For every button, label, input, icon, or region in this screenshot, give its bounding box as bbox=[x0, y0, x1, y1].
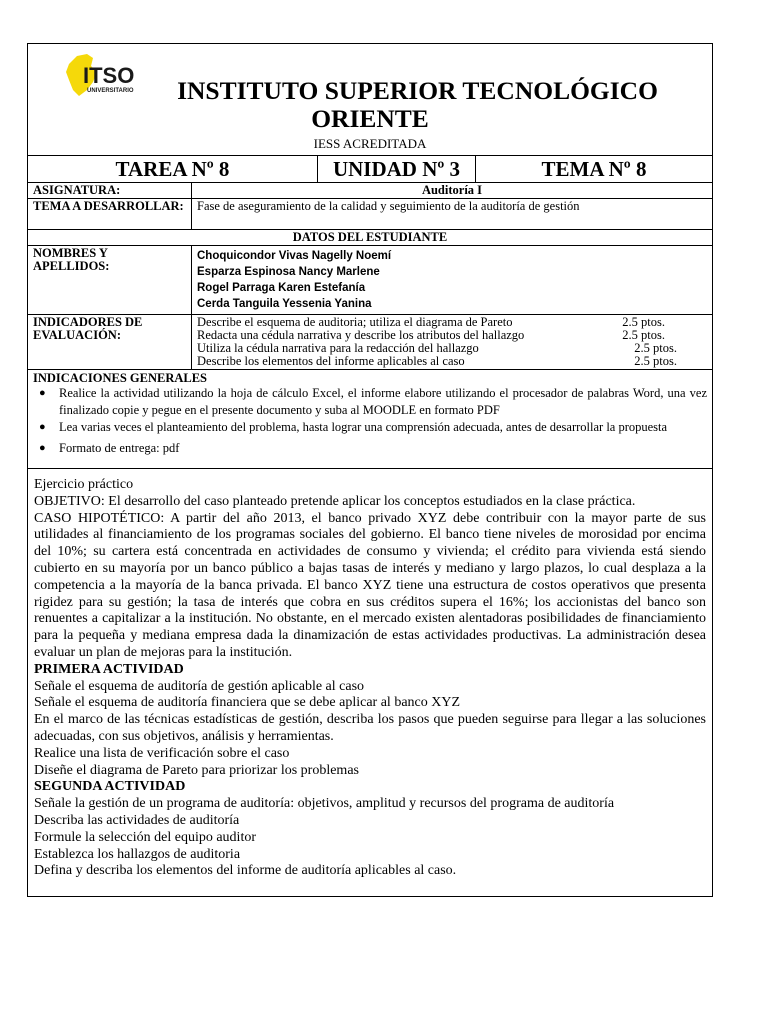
unidad-title: UNIDAD Nº 3 bbox=[317, 156, 475, 182]
activity-item: Diseñe el diagrama de Pareto para priorizar los problemas bbox=[34, 762, 359, 778]
list-item: ● Formato de entrega: pdf bbox=[59, 440, 707, 457]
activity-item: Señale la gestión de un programa de auditoría: objetivos, amplitud y recursos del programa de auditoría bbox=[34, 796, 615, 812]
student-name: Esparza Espinosa Nancy Marlene bbox=[197, 266, 380, 278]
segunda-actividad-title: SEGUNDA ACTIVIDAD bbox=[34, 779, 186, 795]
tarea-title: TAREA Nº 8 bbox=[115, 157, 230, 181]
list-item: ● Lea varias veces el planteamiento del problema, hasta lograr una comprensión adecuada, antes de desarrollar la propuesta bbox=[59, 419, 707, 436]
objetivo-text: OBJETIVO: El desarrollo del caso planteado pretende aplicar los conceptos estudiados en la clase práctica. bbox=[34, 493, 636, 509]
asignatura-label: ASIGNATURA: bbox=[33, 183, 121, 197]
caso-text: CASO HIPOTÉTICO: A partir del año 2013, el banco privado XYZ debe contribuir con la mayor parte de sus utilidades al financiamiento de los programas sociales del gobierno. El banco tiene niveles de morosidad por encima del 10%; su cartera está concentrada en actividades de consumo y vivienda; el crédito para vivienda está siendo cubierto en su mayoría por un banco público a bajas tasas de interés y mediano y largo plazos, lo cual desplaza a la competencia a la mayoría de la banca privada. El banco XYZ tiene una estructura de costos operativos que presenta rigidez para su gestión; la tasa de interés que cobra en sus créditos supera el 16%; los accionistas del banco son renuentes a capitalizar a la institución. No obstante, en el mercado existen alentadoras posibilidades de financiamiento para la pequeña y mediana empresa dada la dinamización de estas actividades productivas. La administración desea evaluar un plan de mejoras para la institución. bbox=[34, 510, 706, 660]
document-frame bbox=[27, 43, 713, 897]
indicadores-row bbox=[28, 315, 712, 370]
asignatura-value: Auditoría I bbox=[191, 183, 712, 198]
tema-desarrollar-value: Fase de aseguramiento de la calidad y seguimiento de la auditoría de gestión bbox=[191, 199, 712, 229]
assignment-title-row bbox=[28, 156, 712, 183]
activity-item: Señale el esquema de auditoría financiera que se debe aplicar al banco XYZ bbox=[34, 695, 461, 711]
student-list bbox=[191, 246, 712, 314]
tema-desarrollar-label: TEMA A DESARROLLAR: bbox=[33, 199, 184, 213]
institution-title bbox=[28, 77, 712, 133]
indicaciones-row bbox=[28, 370, 712, 469]
ejercicio-title: Ejercicio práctico bbox=[34, 477, 134, 492]
indicaciones-list bbox=[33, 385, 707, 457]
student-name: Choquicondor Vivas Nagelly Noemí bbox=[197, 250, 392, 262]
indicator-points: 2.5 ptos. bbox=[634, 354, 677, 368]
activity-item: Señale el esquema de auditoría de gestión aplicable al caso bbox=[34, 678, 365, 694]
primera-actividad-title: PRIMERA ACTIVIDAD bbox=[34, 661, 184, 677]
indicator-list bbox=[191, 315, 712, 369]
activity-item: En el marco de las técnicas estadísticas de gestión, describa los pasos que pueden seguirse para llegar a las soluciones adecuadas, con sus objetivos, análisis y herramientas. bbox=[34, 712, 706, 744]
datos-estudiante-row bbox=[28, 230, 712, 246]
datos-estudiante-heading: DATOS DEL ESTUDIANTE bbox=[292, 230, 448, 244]
student-name: Rogel Parraga Karen Estefanía bbox=[197, 282, 366, 294]
activity-item: Establezca los hallazgos de auditoria bbox=[34, 846, 241, 862]
svg-text:ITSO: ITSO bbox=[83, 63, 135, 88]
svg-text:UNIVERSITARIO: UNIVERSITARIO bbox=[87, 88, 134, 94]
indicator-text: Describe los elementos del informe aplicables al caso bbox=[197, 354, 465, 368]
document-header bbox=[28, 44, 712, 156]
activity-item: Describa las actividades de auditoría bbox=[34, 812, 240, 828]
activity-item: Realice una lista de verificación sobre el caso bbox=[34, 745, 290, 761]
nombres-label: NOMBRES Y APELLIDOS: bbox=[33, 246, 110, 273]
indicaciones-generales bbox=[28, 370, 712, 468]
list-item: ● Realice la actividad utilizando la hoja de cálculo Excel, el informe elabore utilizando el procesador de palabras Word, una vez finalizado copie y pegue en el presente documento y suba al MOODLE en formato PDF bbox=[59, 385, 707, 419]
indicator-points: 2.5 ptos. bbox=[622, 328, 665, 342]
indicator-points: 2.5 ptos. bbox=[634, 341, 677, 355]
nombres-row bbox=[28, 246, 712, 315]
indicator-text: Redacta una cédula narrativa y describe los atributos del hallazgo bbox=[197, 328, 525, 342]
indicator-text: Describe el esquema de auditoria; utiliza el diagrama de Pareto bbox=[197, 315, 513, 329]
indicadores-label: INDICADORES DE EVALUACIÓN: bbox=[33, 315, 143, 342]
institution-title-line1: INSTITUTO SUPERIOR TECNOLÓGICO bbox=[177, 76, 658, 105]
ejercicio-content bbox=[28, 469, 712, 882]
indicator-text: Utiliza la cédula narrativa para la redacción del hallazgo bbox=[197, 341, 479, 355]
indicator-item bbox=[197, 355, 707, 368]
indicator-points: 2.5 ptos. bbox=[622, 315, 665, 329]
asignatura-row bbox=[28, 183, 712, 199]
student-name: Cerda Tanguila Yessenia Yanina bbox=[197, 298, 372, 310]
institution-title-line2: ORIENTE bbox=[311, 104, 429, 133]
tema-desarrollar-row bbox=[28, 199, 712, 230]
indicaciones-title: INDICACIONES GENERALES bbox=[33, 371, 207, 385]
tema-title: TEMA Nº 8 bbox=[475, 156, 712, 182]
activity-item: Defina y describa los elementos del informe de auditoría aplicables al caso. bbox=[34, 863, 457, 879]
accreditation-label: IESS ACREDITADA bbox=[313, 136, 427, 151]
activity-item: Formule la selección del equipo auditor bbox=[34, 829, 256, 845]
